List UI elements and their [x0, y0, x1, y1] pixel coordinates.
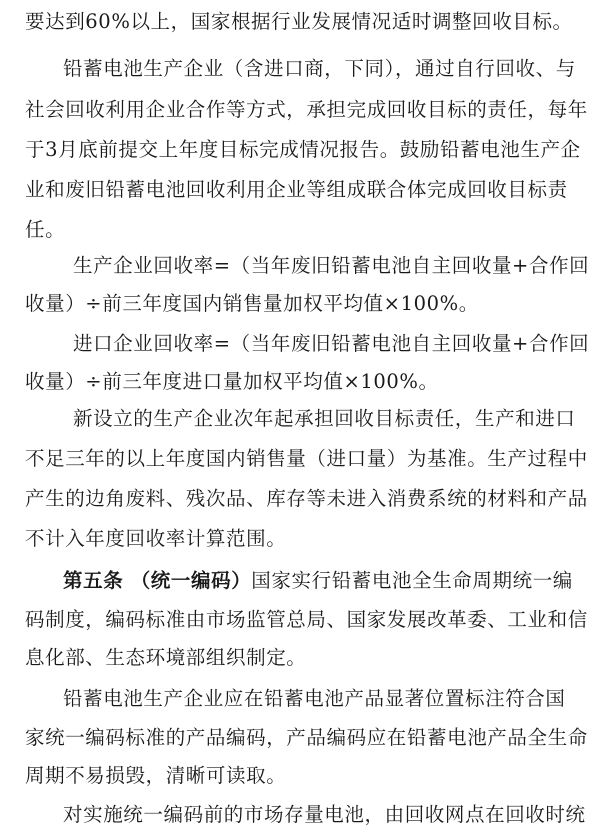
paragraph-line-3: 社会回收利用企业合作等方式，承担完成回收目标的责任，每年 — [25, 98, 588, 121]
paragraph-line-5: 业和废旧铅蓄电池回收利用企业等组成联合体完成回收目标责 — [25, 178, 568, 201]
formula-line-2: 收量）÷前三年度国内销售量加权平均值×100%。 — [25, 292, 479, 315]
formula-line-4: 收量）÷前三年度进口量加权平均值×100%。 — [25, 370, 439, 393]
paragraph-line-15: 周期不易损毁，清晰可读取。 — [25, 764, 287, 787]
paragraph-line-1: 要达到60%以上，国家根据行业发展情况适时调整回收目标。 — [25, 10, 573, 33]
formula-line-1: 生产企业回收率=（当年废旧铅蓄电池自主回收量+合作回 — [73, 254, 590, 277]
paragraph-line-6: 任。 — [25, 218, 66, 241]
paragraph-line-11: 码制度，编码标准由市场监管总局、国家发展改革委、工业和信 — [25, 608, 588, 631]
paragraph-line-16: 对实施统一编码前的市场存量电池，由回收网点在回收时统 — [63, 803, 586, 826]
article-5-line — [63, 567, 573, 595]
paragraph-line-4: 于3月底前提交上年度目标完成情况报告。鼓励铅蓄电池生产企 — [25, 138, 581, 161]
paragraph-line-2: 铅蓄电池生产企业（含进口商，下同），通过自行回收、与 — [63, 57, 576, 80]
paragraph-line-13: 铅蓄电池生产企业应在铅蓄电池产品显著位置标注符合国 — [63, 687, 566, 710]
paragraph-line-9: 产生的边角废料、残次品、库存等未进入消费系统的材料和产品 — [25, 487, 588, 510]
paragraph-line-14: 家统一编码标准的产品编码，产品编码应在铅蓄电池产品全生命 — [25, 726, 588, 749]
paragraph-line-10: 不计入年度回收率计算范围。 — [25, 527, 287, 550]
paragraph-line-8: 不足三年的以上年度国内销售量（进口量）为基准。生产过程中 — [25, 447, 588, 470]
article-5-text: 国家实行铅蓄电池全生命周期统一编 — [251, 569, 573, 592]
formula-line-3: 进口企业回收率=（当年废旧铅蓄电池自主回收量+合作回 — [73, 332, 590, 355]
paragraph-line-12: 息化部、生态环境部组织制定。 — [25, 646, 307, 669]
article-5-heading: 第五条 （统一编码） — [63, 569, 252, 592]
paragraph-line-7: 新设立的生产企业次年起承担回收目标责任，生产和进口 — [73, 407, 576, 430]
